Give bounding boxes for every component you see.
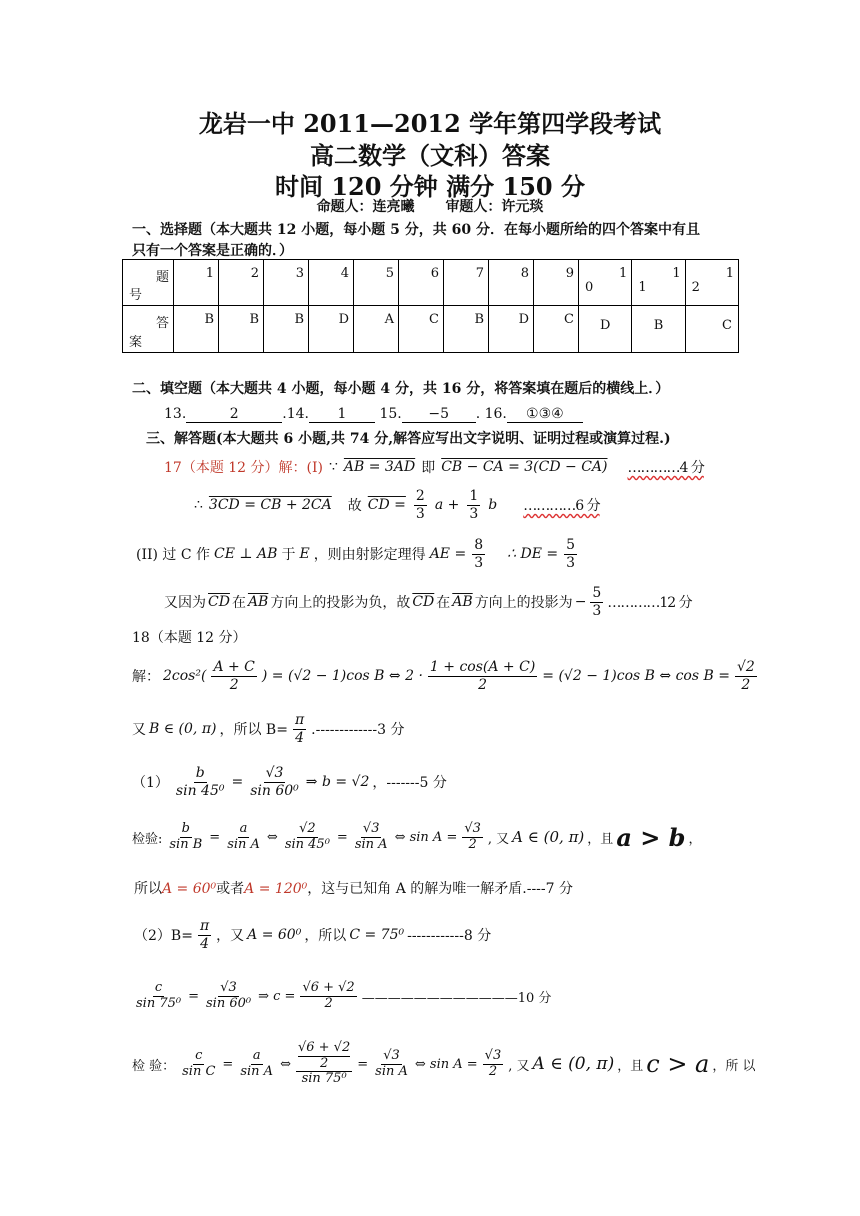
exam-title: 龙岩一中 2011—2012 学年第四学段考试 [198,109,662,138]
answer-cell: C [399,306,444,353]
section1-heading-line2: 只有一个答案是正确的．） [132,243,293,259]
answer-cell: D [309,306,354,353]
answer-cell: A [354,306,399,353]
table-row-answers [123,306,739,353]
question-number: 8 [489,260,534,306]
exam-time-score: 时间 120 分钟 满分 150 分 [275,172,585,201]
q18-line8: 检 验： $\frac{c}{\text{sin C}}$ = $\frac{a}{\text{sin A}}$ ⇔ √6 + √2 2 sin 75⁰ = $\frac{√3}{\text{sin A}}$ ⇔ sin A = $\frac{√3}{2}$ , 又 A ∈ (0, π) ，且 c > a ，所 以 [132,1040,756,1086]
q18-line3: （1） $\frac{b}{\text{sin 45⁰}}$ = $\frac{√3}{\text{sin 60⁰}}$ ⇒ b = √2 ，-------5 分 [132,765,447,799]
answer-14: 1 [309,406,375,423]
answer-cell: B [264,306,309,353]
question-number: 7 [444,260,489,306]
question-number: 1 1 [632,260,685,306]
question-number: 4 [309,260,354,306]
answer-cell: B [219,306,264,353]
question-number: 1 2 [685,260,738,306]
row-label-answer: 答 案 [123,306,174,353]
q18-line2: 又 B ∈ (0, π) ，所以 B= $\frac{\pi}{4}$ .-------------3 分 [132,712,405,746]
q18-line6: （2）B= $\frac{\pi}{4}$ ，又 A = 60⁰ ，所以 C = 75⁰ ------------8 分 [134,918,492,952]
section3-heading: 三、解答题(本大题共 6 小题,共 74 分,解答应写出文字说明、证明过程或演算过程.) [146,431,671,447]
q18-label: 18（本题 12 分） [132,630,247,646]
q17-line4: 又因为 $\overline{CD}$ 在 $\overline{AB}$ 方向上的投影为负，故 $\overline{CD}$ 在 $\overline{AB}$ 方向上的投影为 − $\frac{5}{3}$ …………12 分 [164,585,692,619]
answer-16: ①③④ [507,406,583,423]
answer-cell: D [489,306,534,353]
q18-line7: $\frac{c}{\text{sin 75⁰}}$ = $\frac{√3}{\text{sin 60⁰}}$ ⇒ c = $\frac{√6 + √2}{2}$ ————————————10 分 [136,979,552,1011]
question-number: 1 0 [579,260,632,306]
question-number: 9 [534,260,579,306]
answer-cell: C [685,306,738,353]
q18-line5: 所以A = 60⁰或者A = 120⁰，这与已知角 A 的解为唯一解矛盾.----7 分 [134,881,573,897]
table-row-numbers [123,260,739,306]
question-number: 5 [354,260,399,306]
question-number: 1 [174,260,219,306]
q18-line1: 解： 2cos²( $\frac{A + C}{2}$ ) = (√2 − 1)cos B ⇔ 2 · $\frac{1 + \cos(A + C)}{2}$ = (√2 − 1)cos B ⇔ cos B = $\frac{√2}{2}$ [132,659,755,693]
q17-line1: 17（本题 12 分）解：(I) ∵ AB = 3AD 即 CB − CA = 3(CD − CA) …………4 分 [164,459,704,476]
question-number: 3 [264,260,309,306]
answer-cell: B [444,306,489,353]
answer-cell: B [632,306,685,353]
answer-cell: B [174,306,219,353]
authors-line [0,196,860,216]
section2-heading: 二、填空题（本大题共 4 小题，每小题 4 分，共 16 分，将答案填在题后的横线上．） [132,381,670,397]
answer-cell: D [579,306,632,353]
answer-cell: C [534,306,579,353]
q17-line3: (II) 过 C 作 CE ⊥ AB 于 E ，则由射影定理得 AE = $\frac{8}{3}$ ∴ DE = $\frac{5}{3}$ [136,537,576,571]
q17-line2: ∴ 3CD = CB + 2CA 故 CD = $\frac{2}{3}$ a + $\frac{1}{3}$ b …………6 分 [194,488,600,522]
reviewer: 审题人：许元琰 [445,199,544,215]
q18-line4: 检验: $\frac{b}{\text{sin B}}$ = $\frac{a}{\text{sin A}}$ ⇔ $\frac{√2}{\text{sin 45⁰}}$ = $\frac{√3}{\text{sin A}}$ ⇔ sin A = $\frac{√3}{2}$ , 又 A ∈ (0, π) ，且 a > b ， [132,820,702,852]
answer-table [122,259,739,353]
answer-15: −5 [402,406,476,423]
exam-subtitle: 高二数学（文科）答案 [310,141,550,170]
author: 命题人：连亮曦 [316,199,415,215]
section1-heading-line1: 一、选择题（本大题共 12 小题，每小题 5 分，共 60 分．在每小题所给的四个答案中有且 [132,222,700,238]
question-number: 6 [399,260,444,306]
fill-in-answers: 13. 2 .14. 1 15. −5 . 16. ①③④ [164,406,583,423]
question-number: 2 [219,260,264,306]
answer-13: 2 [186,406,282,423]
row-label-number: 题 号 [123,260,174,306]
